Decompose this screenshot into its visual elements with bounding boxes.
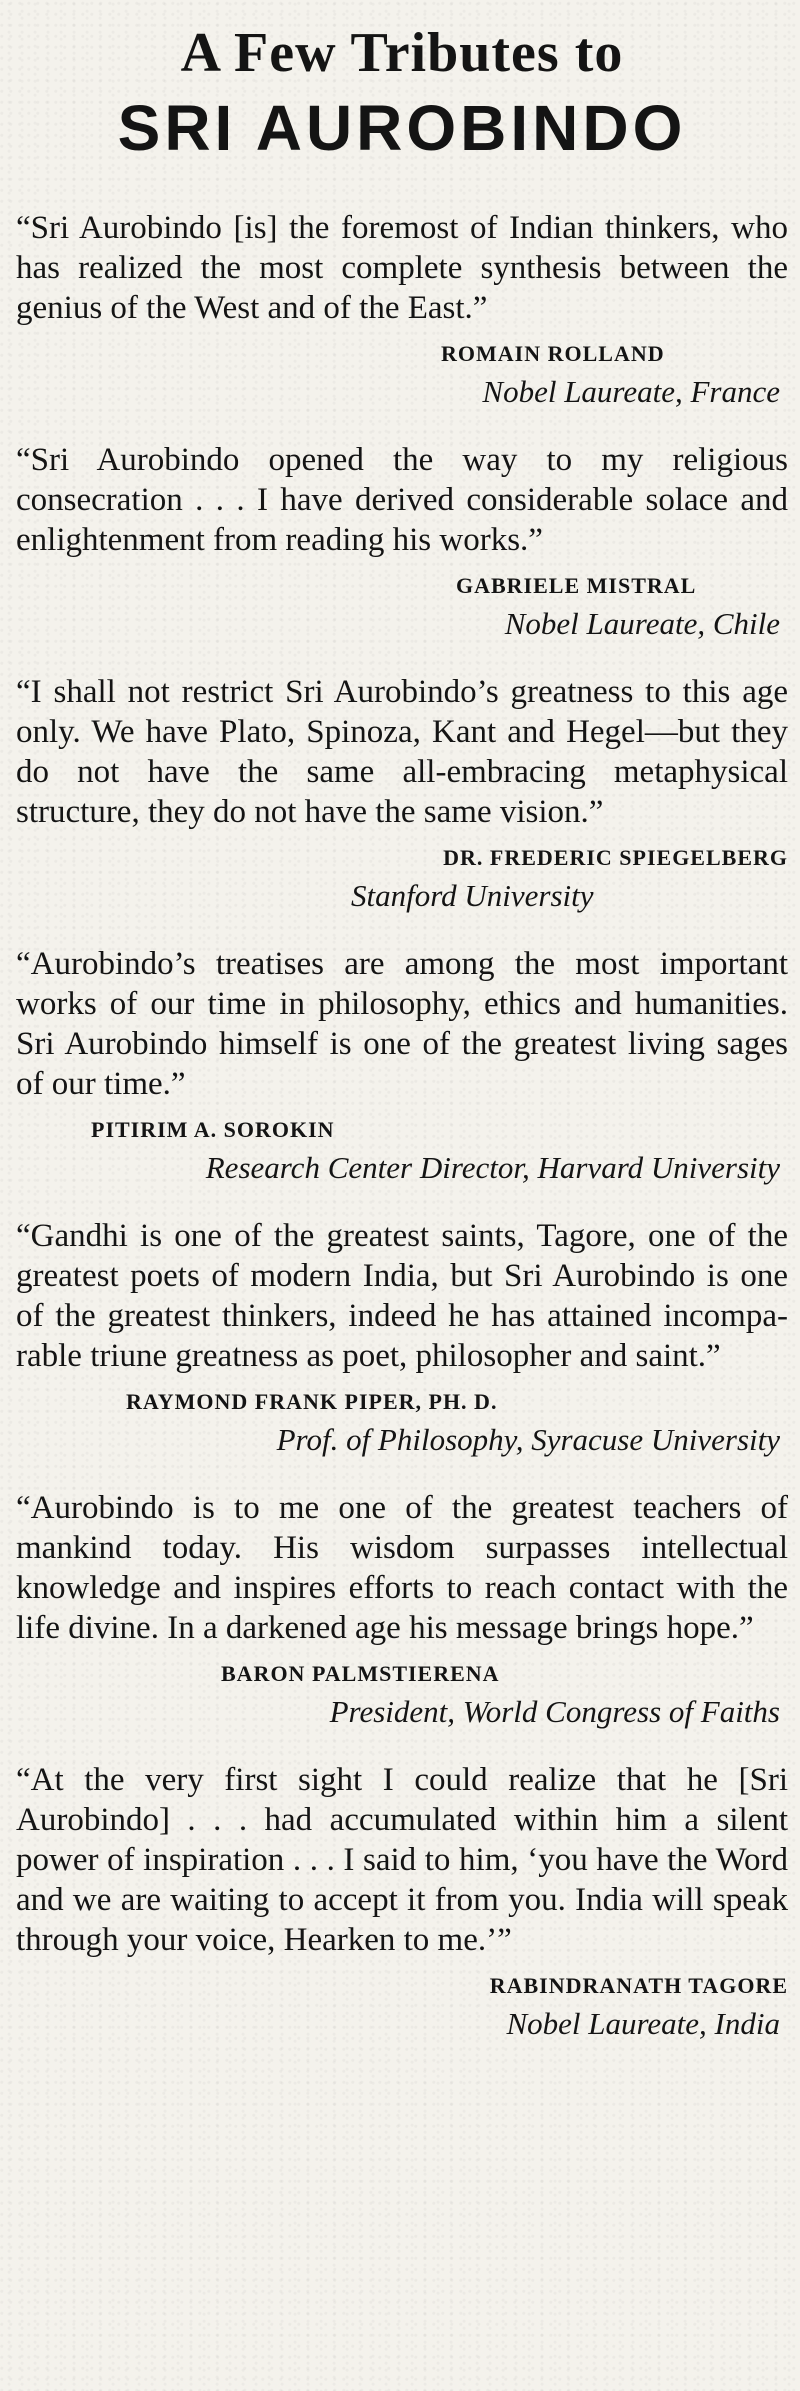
tribute-attribution <box>16 1660 788 1732</box>
tribute-quote: “Sri Aurobindo opened the way to my religious consecration . . . I have derived considerable solace and enlightenment from reading his works.” <box>16 442 788 558</box>
header-title-line2: SRI AUROBINDO <box>117 92 687 164</box>
tribute-author-title: Research Center Director, Harvard University <box>205 1150 780 1185</box>
tribute-attribution <box>16 844 788 916</box>
tribute-author-title: Nobel Laureate, India <box>506 2006 780 2041</box>
tribute-2 <box>16 440 788 644</box>
tribute-quote: “Gandhi is one of the greatest saints, Tagore, one of the greatest poets of modern India, but Sri Aurobindo is one of the greatest thinkers, indeed he has attained incomparable triune greatness as poet, philosopher and saint.” <box>16 1218 788 1374</box>
tribute-quote: “Aurobindo is to me one of the greatest teachers of mankind today. His wisdom surpasses intellectual knowledge and inspires efforts to reach contact with the life divine. In a darkened age his message brings hope.” <box>16 1490 788 1646</box>
tribute-7 <box>16 1760 788 2044</box>
page-header <box>16 22 788 164</box>
tribute-quote: “At the very first sight I could realize that he [Sri Aurobindo] . . . had accumulated within him a silent power of inspiration . . . I said to him, ‘you have the Word and we are waiting to accept it from you. India will speak through your voice, Hearken to me.’” <box>16 1762 788 1958</box>
tribute-4 <box>16 944 788 1188</box>
tribute-1 <box>16 208 788 412</box>
tribute-6 <box>16 1488 788 1732</box>
tribute-author-name: ROMAIN ROLLAND <box>441 341 665 366</box>
tribute-author-name: GABRIELE MISTRAL <box>456 573 697 598</box>
tribute-author-title: Nobel Laureate, France <box>482 374 780 409</box>
tribute-author-name: PITIRIM A. SOROKIN <box>91 1117 335 1142</box>
tribute-author-name: RABINDRANATH TAGORE <box>489 1973 788 1998</box>
tribute-attribution <box>16 1116 788 1188</box>
tribute-author-title: Nobel Laureate, Chile <box>504 606 780 641</box>
tribute-author-title: Stanford University <box>351 878 594 913</box>
tribute-author-name: BARON PALMSTIERENA <box>221 1661 500 1686</box>
tribute-3 <box>16 672 788 916</box>
tribute-author-title: President, World Congress of Faiths <box>329 1694 780 1729</box>
tribute-5 <box>16 1216 788 1460</box>
tribute-attribution <box>16 572 788 644</box>
tribute-author-name: RAYMOND FRANK PIPER, PH. D. <box>126 1389 498 1414</box>
tribute-quote: “Aurobindo’s treatises are among the most important works of our time in philosophy, ethics and humanities. Sri Aurobindo himself is one of the greatest living sages of our time.” <box>16 946 788 1102</box>
tribute-quote: “Sri Aurobindo [is] the foremost of Indian thinkers, who has realized the most complete synthesis between the genius of the West and of the East.” <box>16 210 788 326</box>
tribute-attribution <box>16 1972 788 2044</box>
tribute-quote: “I shall not restrict Sri Aurobindo’s greatness to this age only. We have Plato, Spinoza, Kant and Hegel—but they do not have the same all-embracing metaphysical structure, they do not have the same vision.” <box>16 674 788 830</box>
tribute-author-title: Prof. of Philosophy, Syracuse University <box>276 1422 780 1457</box>
tribute-attribution <box>16 340 788 412</box>
header-title-line1: A Few Tributes to <box>180 22 624 84</box>
tribute-author-name: DR. FREDERIC SPIEGELBERG <box>443 845 788 870</box>
tribute-attribution <box>16 1388 788 1460</box>
